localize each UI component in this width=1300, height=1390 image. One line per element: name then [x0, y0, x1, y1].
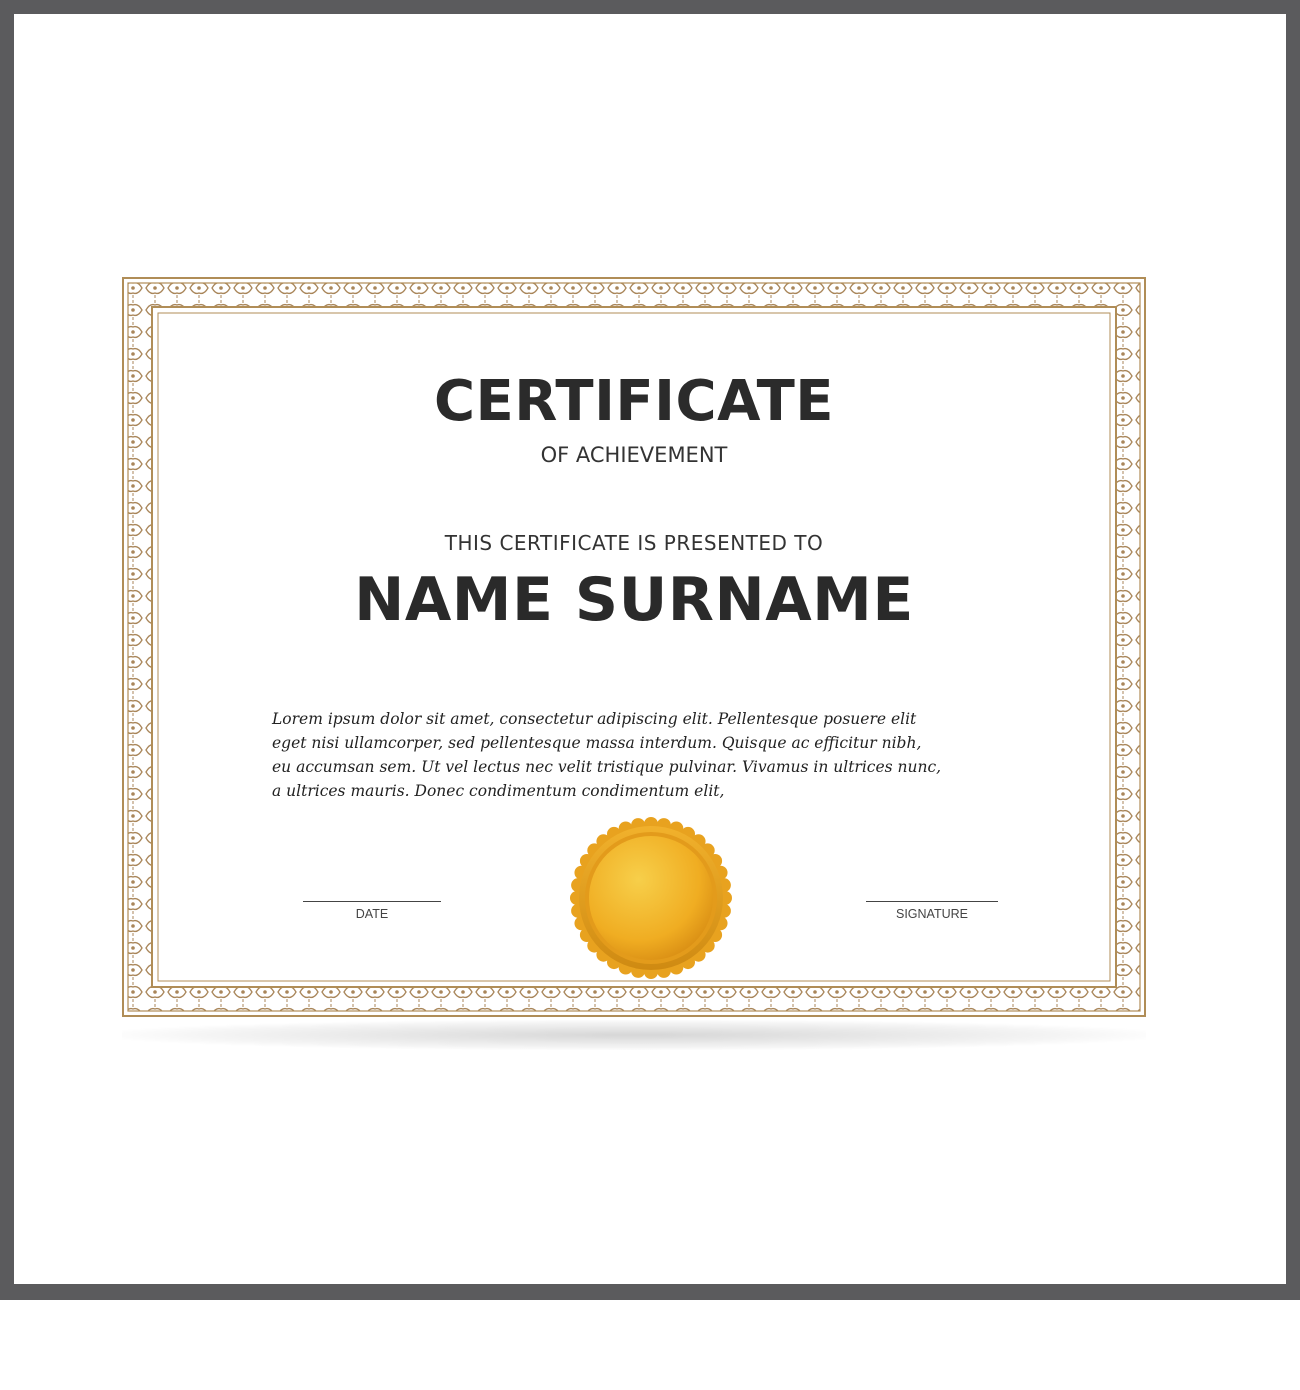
- signature-line: [866, 901, 998, 902]
- body-line: eu accumsan sem. Ut vel lectus nec velit tristique pulvinar. Vivamus in ultrices nunc,: [272, 758, 942, 776]
- date-line: [303, 901, 441, 902]
- body-line: eget nisi ullamcorper, sed pellentesque massa interdum. Quisque ac efficitur nibh,: [272, 734, 922, 752]
- presented-to-text: THIS CERTIFICATE IS PRESENTED TO: [444, 531, 824, 555]
- signature-label: SIGNATURE: [896, 907, 968, 921]
- body-paragraph: [272, 707, 1062, 803]
- body-line: Lorem ipsum dolor sit amet, consectetur adipiscing elit. Pellentesque posuere elit: [272, 710, 917, 728]
- body-line: a ultrices mauris. Donec condimentum condimentum elit,: [272, 782, 725, 800]
- certificate-shadow: [122, 1020, 1146, 1050]
- certificate-subtitle: OF ACHIEVEMENT: [540, 443, 728, 467]
- date-label: DATE: [355, 907, 389, 921]
- recipient-name: NAME SURNAME: [354, 565, 914, 635]
- gold-seal-icon: [570, 817, 732, 979]
- certificate-title: CERTIFICATE: [433, 369, 835, 434]
- certificate: [122, 277, 1146, 1017]
